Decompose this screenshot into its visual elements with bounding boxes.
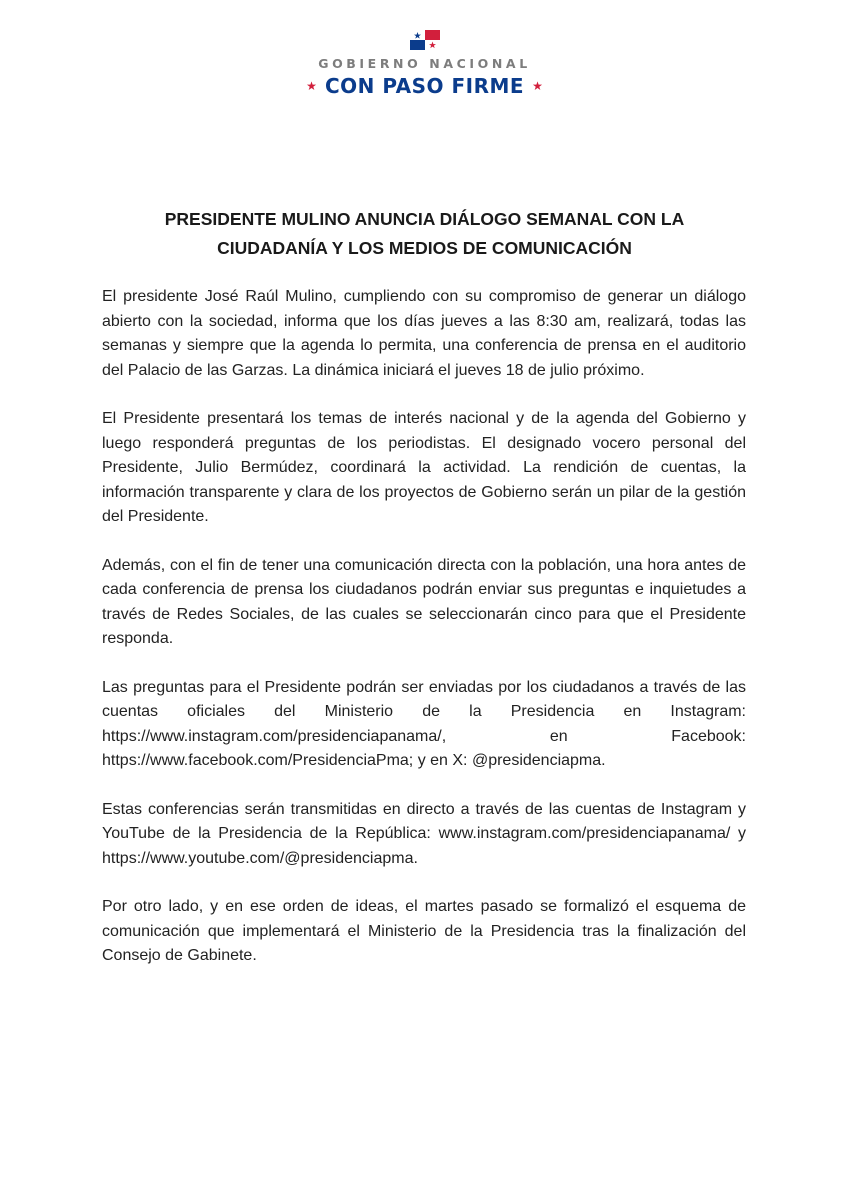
paragraph-1: El presidente José Raúl Mulino, cumpliendo con su compromiso de generar un diálogo abierto con la sociedad, informa que los días jueves a las 8:30 am, realizará, todas las semanas y siempre que la agenda lo permita, una conferencia de prensa en el auditorio del Palacio de las Garzas. La dinámica iniciará el jueves 18 de julio próximo. bbox=[102, 288, 746, 379]
title-line-1: PRESIDENTE MULINO ANUNCIA DIÁLOGO SEMANAL CON LA bbox=[164, 209, 685, 229]
government-name: GOBIERNO NACIONAL bbox=[318, 56, 531, 71]
paragraph-3: Además, con el fin de tener una comunicación directa con la población, una hora antes de cada conferencia de prensa los ciudadanos podrán enviar sus preguntas e inquietudes a través de Redes Sociales, de las cuales se seleccionarán cinco para que el Presidente responda. bbox=[102, 556, 746, 647]
letterhead bbox=[0, 30, 849, 98]
star-icon: ★ bbox=[532, 79, 543, 93]
press-release-body bbox=[102, 285, 746, 993]
paragraph-2: El Presidente presentará los temas de interés nacional y de la agenda del Gobierno y luego responderá preguntas de los periodistas. El designado vocero personal del Presidente, Julio Bermúdez, coordinará la actividad. La rendición de cuentas, la información transparente y clara de los proyectos de Gobierno serán un pilar de la gestión del Presidente. bbox=[102, 410, 746, 525]
paragraph-6: Por otro lado, y en ese orden de ideas, el martes pasado se formalizó el esquema de comunicación que implementará el Ministerio de la Presidencia tras la finalización del Consejo de Gabinete. bbox=[102, 898, 746, 964]
star-icon: ★ bbox=[306, 79, 317, 93]
paragraph-5: Estas conferencias serán transmitidas en directo a través de las cuentas de Instagram y YouTube de la Presidencia de la República: www.instagram.com/presidenciapanama/ y https://www.youtube.com/@presidenciapma. bbox=[102, 800, 746, 867]
press-release-title bbox=[100, 205, 749, 263]
motto-text: CON PASO FIRME bbox=[324, 74, 525, 98]
motto-row bbox=[0, 74, 849, 98]
panama-flag-icon bbox=[410, 30, 440, 50]
paragraph-4: Las preguntas para el Presidente podrán ser enviadas por los ciudadanos a través de las cuentas oficiales del Ministerio de la Presidencia en Instagram: https://www.instagram.com/presidenciapanama/, en Facebook: https://www.facebook.com/PresidenciaPma; y en X: @presidenciapma. bbox=[102, 678, 746, 769]
title-line-2: CIUDADANÍA Y LOS MEDIOS DE COMUNICACIÓN bbox=[217, 238, 632, 258]
